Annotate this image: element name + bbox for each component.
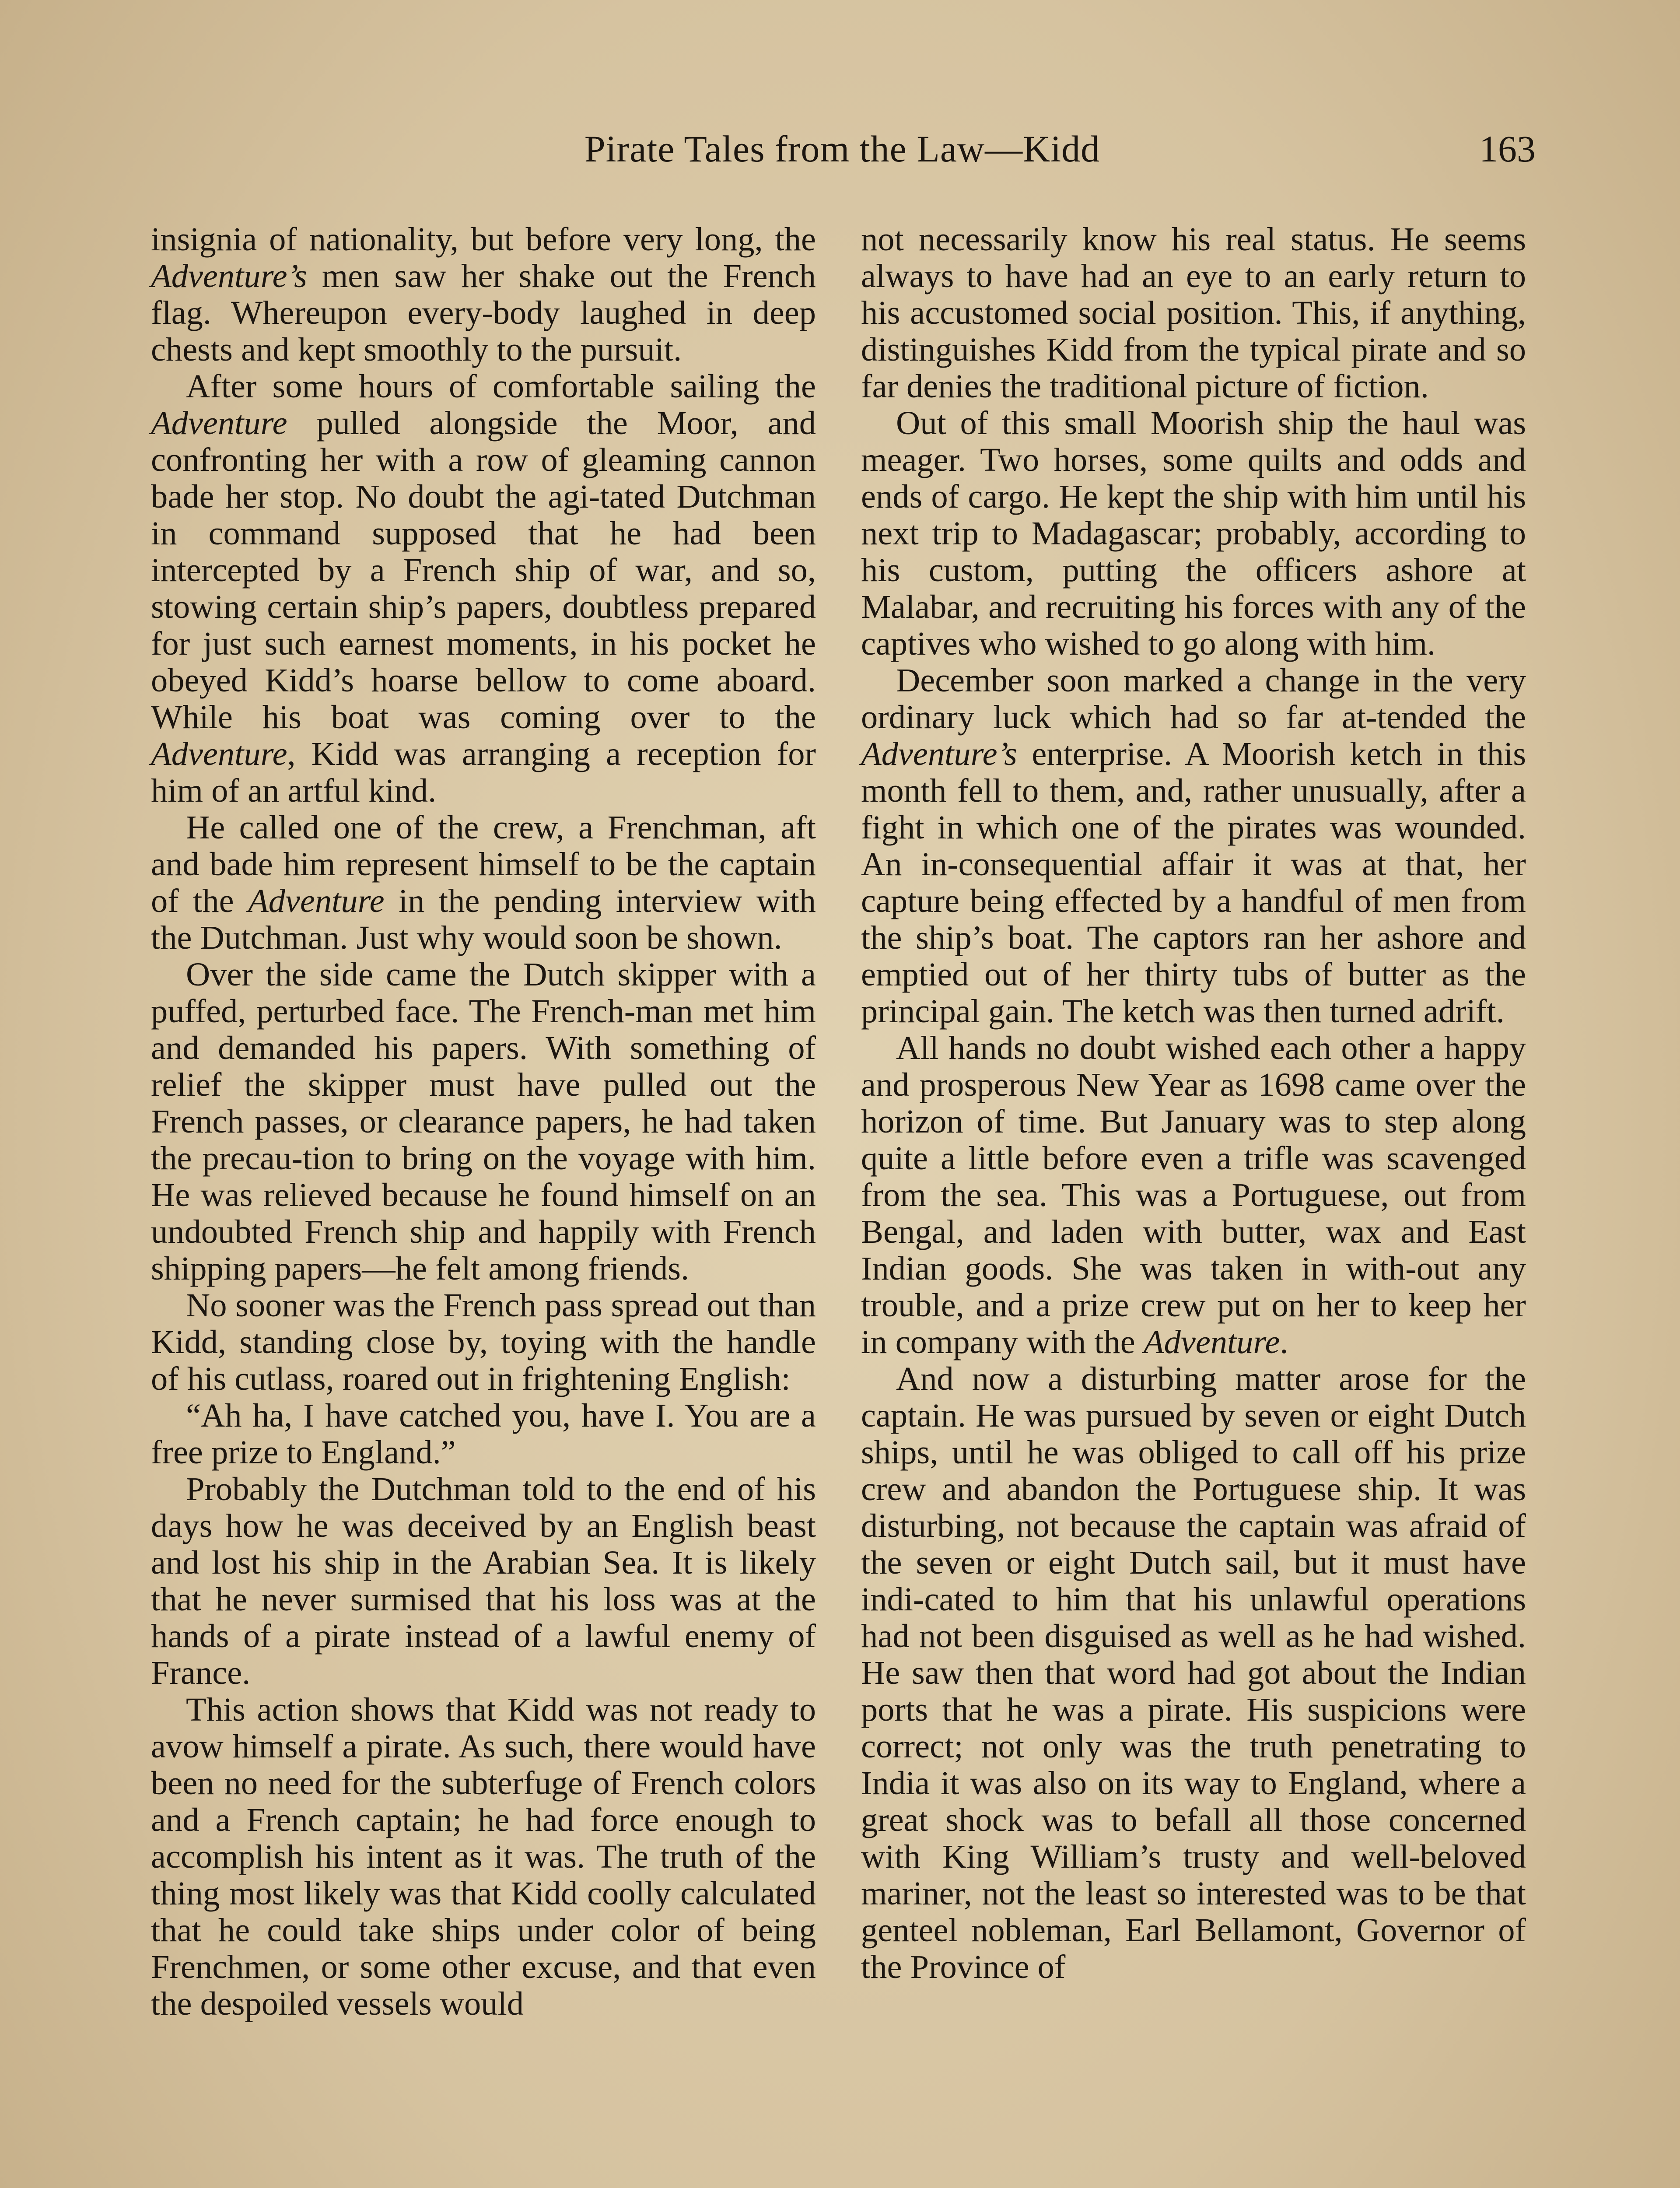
- running-head: Pirate Tales from the Law—Kidd: [584, 128, 1100, 170]
- paragraph: He called one of the crew, a Frenchman, aft and bade him represent himself to be the captain of the Adventure in the pending interview with the Dutchman. Just why would soon be shown.: [151, 809, 816, 956]
- paragraph: And now a disturbing matter arose for the captain. He was pursued by seven or eight Dutch ships, until he was obliged to call off his prize crew and abandon the Portuguese ship. It was disturbing, not because the captain was afraid of the seven or eight Dutch sail, but it must have indi-cated to him that his unlawful operations had not been disguised as well as he had wished. He saw then that word had got about the Indian ports that he was a pirate. His suspicions were correct; not only was the truth penetrating to India it was also on its way to England, where a great shock was to befall all those concerned with King William’s trusty and well-beloved mariner, not the least so interested was to be that genteel nobleman, Earl Bellamont, Governor of the Province of: [861, 1360, 1526, 1985]
- page-number: 163: [1479, 128, 1536, 170]
- paragraph: This action shows that Kidd was not ready to avow himself a pirate. As such, there would have been no need for the subterfuge of French colors and a French captain; he had force enough to accomplish his intent as it was. The truth of the thing most likely was that Kidd coolly calculated that he could take ships under color of being Frenchmen, or some other excuse, and that even the despoiled vessels would: [151, 1691, 816, 2022]
- page-header: [149, 127, 1536, 193]
- paragraph: Probably the Dutchman told to the end of his days how he was deceived by an English beast and lost his ship in the Arabian Sea. It is likely that he never surmised that his loss was at the hands of a pirate instead of a lawful enemy of France.: [151, 1470, 816, 1691]
- paragraph: All hands no doubt wished each other a happy and prosperous New Year as 1698 came over the horizon of time. But January was to step along quite a little before even a trifle was scavenged from the sea. This was a Portuguese, out from Bengal, and laden with butter, wax and East Indian goods. She was taken in with-out any trouble, and a prize crew put on her to keep her in company with the Adventure.: [861, 1029, 1526, 1360]
- ship-name: Adventure: [151, 735, 287, 772]
- paragraph: insignia of nationality, but before very long, the Adventure’s men saw her shake out the French flag. Whereupon every-body laughed in deep chests and kept smoothly to the pursuit.: [151, 221, 816, 368]
- paragraph: Over the side came the Dutch skipper with a puffed, perturbed face. The French-man met him and demanded his papers. With something of relief the skipper must have pulled out the French passes, or clearance papers, he had taken the precau-tion to bring on the voyage with him. He was relieved because he found himself on an undoubted French ship and happily with French shipping papers—he felt among friends.: [151, 956, 816, 1287]
- ship-name: Adventure: [248, 882, 385, 919]
- right-column: [861, 221, 1526, 1985]
- paragraph: not necessarily know his real status. He seems always to have had an eye to an early return to his accustomed social position. This, if anything, distinguishes Kidd from the typical pirate and so far denies the traditional picture of fiction.: [861, 221, 1526, 405]
- ship-name: Adventure’s: [861, 735, 1017, 772]
- paragraph: “Ah ha, I have catched you, have I. You are a free prize to England.”: [151, 1397, 816, 1471]
- ship-name: Adventure: [1143, 1323, 1280, 1360]
- paragraph: Out of this small Moorish ship the haul was meager. Two horses, some quilts and odds and ends of cargo. He kept the ship with him until his next trip to Madagascar; probably, according to his custom, putting the officers ashore at Malabar, and recruiting his forces with any of the captives who wished to go along with him.: [861, 404, 1526, 662]
- ship-name: Adventure’s: [151, 257, 307, 295]
- left-column: [151, 221, 816, 2022]
- paragraph: December soon marked a change in the very ordinary luck which had so far at-tended the Adventure’s enterprise. A Moorish ketch in this month fell to them, and, rather unusually, after a fight in which one of the pirates was wounded. An in-consequential affair it was at that, her capture being effected by a handful of men from the ship’s boat. The captors ran her ashore and emptied out of her thirty tubs of butter as the principal gain. The ketch was then turned adrift.: [861, 662, 1526, 1030]
- paragraph: No sooner was the French pass spread out than Kidd, standing close by, toying with the handle of his cutlass, roared out in frightening English:: [151, 1287, 816, 1397]
- ship-name: Adventure: [151, 404, 287, 442]
- paragraph: After some hours of comfortable sailing the Adventure pulled alongside the Moor, and confronting her with a row of gleaming cannon bade her stop. No doubt the agi-tated Dutchman in command supposed that he had been intercepted by a French ship of war, and so, stowing certain ship’s papers, doubtless prepared for just such earnest moments, in his pocket he obeyed Kidd’s hoarse bellow to come aboard. While his boat was coming over to the Adventure, Kidd was arranging a reception for him of an artful kind.: [151, 368, 816, 809]
